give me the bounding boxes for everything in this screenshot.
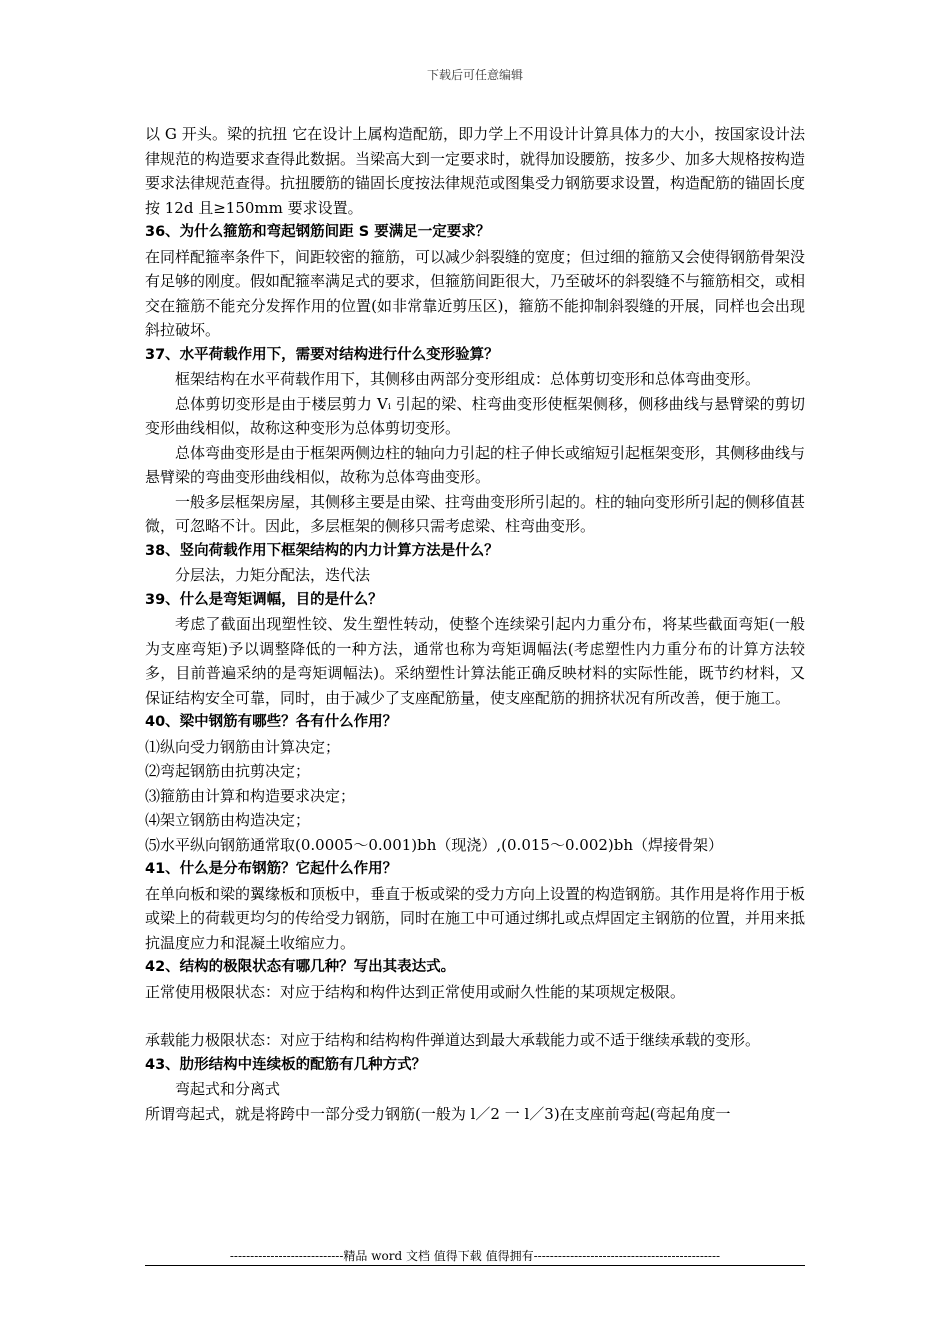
question-heading-41: 41、什么是分布钢筋？它起什么作用？ [145, 861, 398, 877]
list-item: ⑸水平纵向钢筋通常取(0.0005～0.001)bh（现浇）,(0.015～0.002)bh（焊接骨架） [145, 835, 724, 854]
paragraph: 以 G 开头。梁的抗扭 它在设计上属构造配筋，即力学上不用设计计算具体力的大小，按国家设计法律规范的构造要求查得此数据。当梁高大到一定要求时，就得加设腰筋，按多少、加多大规格按构造要求法律规范查得。抗扭腰筋的锚固长度按法律规范或图集受力钢筋要求设置，构造配筋的锚固长度按 12d 且≥150mm 要求设置。 [145, 125, 806, 217]
footer-rule [145, 1265, 805, 1266]
paragraph: 在同样配箍率条件下，间距较密的箍筋，可以减少斜裂缝的宽度；但过细的箍筋又会使得钢筋骨架没有足够的刚度。假如配箍率满足式的要求，但箍筋间距很大，乃至破坏的斜裂缝不与箍筋相交，或相交在箍筋不能充分发挥作用的位置(如非常靠近剪压区)，箍筋不能抑制斜裂缝的开展，同样也会出现斜拉破坏。 [145, 247, 806, 339]
question-heading-43: 43、肋形结构中连续板的配筋有几种方式？ [145, 1056, 427, 1073]
paragraph: 分层法，力矩分配法，迭代法 [175, 566, 371, 584]
paragraph: 考虑了截面出现塑性铰、发生塑性转动，使整个连续梁引起内力重分布，将某些截面弯矩(一般为支座弯矩)予以调整降低的一种方法，通常也称为弯矩调幅法(考虑塑性内力重分布的计算方法较多，目前普遍采纳的是弯矩调幅法)。采纳塑性计算法能正确反映材料的实际性能，既节约材料，又保证结构安全可靠，同时，由于减少了支座配筋量，使支座配筋的拥挤状况有所改善，便于施工。 [145, 615, 805, 707]
page-footer: ----------------------------精品 word 文档 值得下载 值得拥有---------------------------------------------- [229, 1249, 721, 1263]
paragraph: 承载能力极限状态：对应于结构和结构构件弹道达到最大承载能力或不适于继续承载的变形。 [145, 1031, 761, 1049]
paragraph: 弯起式和分离式 [175, 1080, 281, 1098]
list-item: ⑶箍筋由计算和构造要求决定； [145, 786, 356, 805]
paragraph: 所谓弯起式，就是将跨中一部分受力钢筋(一般为 l／2 一 l／3)在支座前弯起(弯起角度一 [145, 1104, 731, 1123]
paragraph: 框架结构在水平荷载作用下，其侧移由两部分变形组成：总体剪切变形和总体弯曲变形。 [175, 370, 761, 388]
list-item: ⑵弯起钢筋由抗剪决定； [145, 762, 311, 780]
paragraph: 正常使用极限状态：对应于结构和构件达到正常使用或耐久性能的某项规定极限。 [145, 982, 686, 1001]
question-heading-40: 40、梁中钢筋有哪些？各有什么作用？ [145, 714, 398, 730]
paragraph: 在单向板和梁的翼缘板和顶板中，垂直于板或梁的受力方向上设置的构造钢筋。其作用是将作用于板或梁上的荷载更均匀的传给受力钢筋，同时在施工中可通过绑扎或点焊固定主钢筋的位置，并用来抵抗温度应力和混凝土收缩应力。 [145, 884, 806, 952]
paragraph: 一般多层框架房屋，其侧移主要是由梁、拄弯曲变形所引起的。柱的轴向变形所引起的侧移值甚微，可忽略不计。因此，多层框架的侧移只需考虑梁、柱弯曲变形。 [145, 492, 806, 535]
question-heading-36: 36、为什么箍筋和弯起钢筋间距 S 要满足一定要求？ [145, 224, 491, 240]
question-heading-39: 39、什么是弯矩调幅，目的是什么？ [145, 591, 383, 608]
list-item: ⑴纵向受力钢筋由计算决定； [145, 737, 341, 756]
list-item: ⑷架立钢筋由构造决定； [145, 811, 311, 829]
question-heading-37: 37、水平荷载作用下，需要对结构进行什么变形验算？ [145, 346, 499, 363]
page-header: 下载后可任意编辑 [426, 68, 523, 82]
blank-line [145, 1004, 805, 1028]
document-body [145, 122, 805, 1126]
question-heading-42: 42、结构的极限状态有哪几种？写出其表达式。 [145, 959, 456, 975]
paragraph: 总体弯曲变形是由于框架两侧边柱的轴向力引起的柱子伸长或缩短引起框架变形，其侧移曲线与悬臂梁的弯曲变形曲线相似，故称为总体弯曲变形。 [145, 443, 806, 486]
paragraph: 总体剪切变形是由于楼层剪力 Vᵢ 引起的梁、柱弯曲变形使框架侧移，侧移曲线与悬臂梁的剪切变形曲线相似，故称这种变形为总体剪切变形。 [145, 394, 805, 437]
question-heading-38: 38、竖向荷载作用下框架结构的内力计算方法是什么？ [145, 542, 499, 559]
